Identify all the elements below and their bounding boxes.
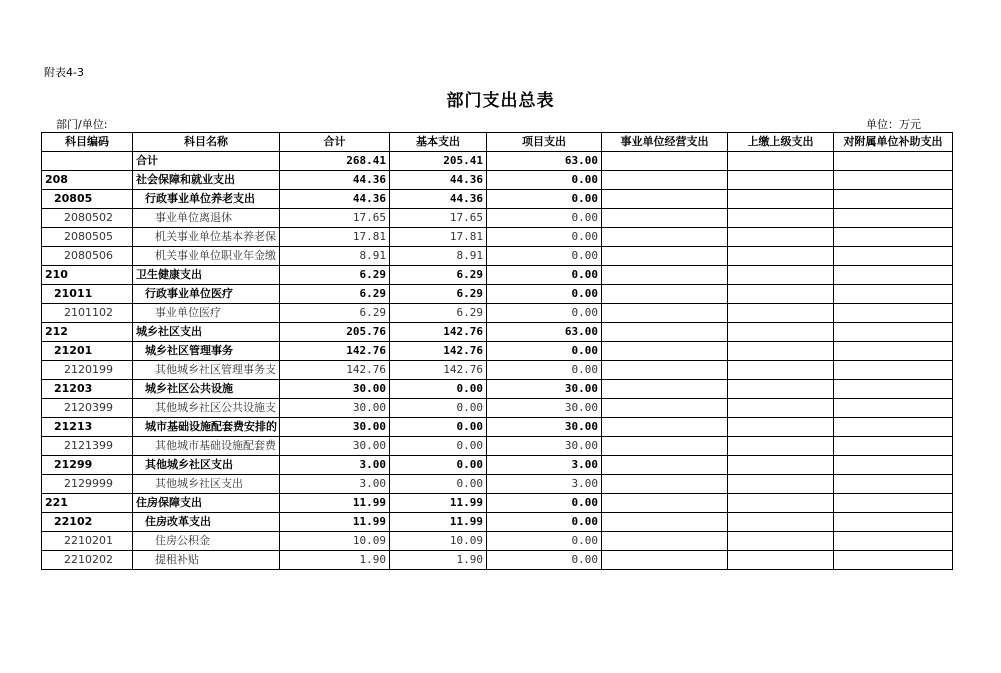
col-header-total: 合计: [280, 133, 390, 152]
cell-subsidy: [834, 513, 953, 532]
cell-subsidy: [834, 342, 953, 361]
cell-code: 21011: [42, 285, 133, 304]
cell-basic: 11.99: [390, 494, 487, 513]
cell-business: [602, 190, 728, 209]
cell-code: 2080505: [42, 228, 133, 247]
cell-subsidy: [834, 323, 953, 342]
expenditure-table: [41, 132, 953, 570]
cell-subsidy: [834, 171, 953, 190]
cell-subsidy: [834, 380, 953, 399]
col-header-code: 科目编码: [42, 133, 133, 152]
cell-upper: [728, 361, 834, 380]
cell-subsidy: [834, 228, 953, 247]
cell-total: 268.41: [280, 152, 390, 171]
table-row: [42, 532, 953, 551]
cell-upper: [728, 152, 834, 171]
cell-business: [602, 437, 728, 456]
cell-code: 210: [42, 266, 133, 285]
cell-upper: [728, 285, 834, 304]
cell-basic: 10.09: [390, 532, 487, 551]
table-row: [42, 494, 953, 513]
table-row: [42, 456, 953, 475]
cell-subsidy: [834, 209, 953, 228]
cell-project: 30.00: [487, 418, 602, 437]
cell-project: 0.00: [487, 513, 602, 532]
cell-project: 30.00: [487, 399, 602, 418]
cell-basic: 8.91: [390, 247, 487, 266]
cell-name: 住房公积金: [133, 532, 280, 551]
cell-subsidy: [834, 418, 953, 437]
cell-project: 0.00: [487, 532, 602, 551]
cell-project: 0.00: [487, 551, 602, 570]
cell-upper: [728, 456, 834, 475]
cell-basic: 0.00: [390, 475, 487, 494]
table-row: [42, 209, 953, 228]
cell-code: 212: [42, 323, 133, 342]
cell-business: [602, 532, 728, 551]
cell-basic: 0.00: [390, 399, 487, 418]
cell-upper: [728, 513, 834, 532]
cell-project: 63.00: [487, 152, 602, 171]
cell-project: 0.00: [487, 228, 602, 247]
cell-name: 城乡社区公共设施: [133, 380, 280, 399]
cell-business: [602, 494, 728, 513]
cell-name: 住房保障支出: [133, 494, 280, 513]
cell-business: [602, 456, 728, 475]
cell-project: 0.00: [487, 494, 602, 513]
table-row: [42, 551, 953, 570]
table-row: [42, 418, 953, 437]
table-row: [42, 437, 953, 456]
table-row: [42, 285, 953, 304]
cell-total: 30.00: [280, 437, 390, 456]
cell-subsidy: [834, 494, 953, 513]
cell-upper: [728, 475, 834, 494]
unit-label: 单位：万元: [866, 118, 921, 131]
cell-project: 30.00: [487, 437, 602, 456]
cell-business: [602, 380, 728, 399]
cell-name: 城乡社区支出: [133, 323, 280, 342]
cell-upper: [728, 323, 834, 342]
cell-code: 2129999: [42, 475, 133, 494]
cell-basic: 44.36: [390, 190, 487, 209]
cell-subsidy: [834, 266, 953, 285]
cell-project: 30.00: [487, 380, 602, 399]
cell-basic: 142.76: [390, 342, 487, 361]
cell-total: 205.76: [280, 323, 390, 342]
cell-total: 17.81: [280, 228, 390, 247]
cell-basic: 1.90: [390, 551, 487, 570]
cell-basic: 0.00: [390, 437, 487, 456]
cell-business: [602, 285, 728, 304]
cell-name: 城乡社区管理事务: [133, 342, 280, 361]
col-header-project: 项目支出: [487, 133, 602, 152]
cell-code: 21299: [42, 456, 133, 475]
table-row: [42, 152, 953, 171]
cell-upper: [728, 247, 834, 266]
cell-name: 其他城乡社区管理事务支: [133, 361, 280, 380]
cell-basic: 17.81: [390, 228, 487, 247]
cell-code: 2101102: [42, 304, 133, 323]
page-title: 部门支出总表: [446, 91, 555, 111]
cell-project: 63.00: [487, 323, 602, 342]
cell-business: [602, 323, 728, 342]
cell-code: 2121399: [42, 437, 133, 456]
cell-project: 3.00: [487, 475, 602, 494]
cell-total: 30.00: [280, 399, 390, 418]
cell-name: 机关事业单位职业年金缴: [133, 247, 280, 266]
cell-basic: 0.00: [390, 380, 487, 399]
col-header-basic: 基本支出: [390, 133, 487, 152]
cell-code: 2210201: [42, 532, 133, 551]
cell-business: [602, 209, 728, 228]
cell-subsidy: [834, 551, 953, 570]
cell-name: 住房改革支出: [133, 513, 280, 532]
cell-project: 0.00: [487, 304, 602, 323]
cell-subsidy: [834, 399, 953, 418]
cell-code: 221: [42, 494, 133, 513]
cell-name: 合计: [133, 152, 280, 171]
cell-basic: 6.29: [390, 266, 487, 285]
cell-project: 3.00: [487, 456, 602, 475]
cell-project: 0.00: [487, 171, 602, 190]
cell-subsidy: [834, 152, 953, 171]
cell-upper: [728, 228, 834, 247]
cell-upper: [728, 304, 834, 323]
table-row: [42, 228, 953, 247]
table-row: [42, 380, 953, 399]
cell-code: 21213: [42, 418, 133, 437]
cell-name: 其他城乡社区支出: [133, 456, 280, 475]
cell-name: 其他城乡社区公共设施支: [133, 399, 280, 418]
cell-project: 0.00: [487, 266, 602, 285]
cell-business: [602, 171, 728, 190]
cell-project: 0.00: [487, 285, 602, 304]
table-row: [42, 342, 953, 361]
cell-subsidy: [834, 532, 953, 551]
cell-business: [602, 304, 728, 323]
cell-name: 提租补贴: [133, 551, 280, 570]
table-row: [42, 171, 953, 190]
cell-business: [602, 152, 728, 171]
col-header-name: 科目名称: [133, 133, 280, 152]
cell-subsidy: [834, 304, 953, 323]
cell-upper: [728, 418, 834, 437]
cell-code: 2120199: [42, 361, 133, 380]
cell-upper: [728, 171, 834, 190]
cell-name: 其他城乡社区支出: [133, 475, 280, 494]
cell-total: 30.00: [280, 380, 390, 399]
table-row: [42, 323, 953, 342]
cell-project: 0.00: [487, 209, 602, 228]
cell-total: 44.36: [280, 171, 390, 190]
cell-code: 2080506: [42, 247, 133, 266]
cell-basic: 0.00: [390, 456, 487, 475]
cell-basic: 142.76: [390, 361, 487, 380]
cell-business: [602, 418, 728, 437]
col-header-business: 事业单位经营支出: [602, 133, 728, 152]
cell-project: 0.00: [487, 247, 602, 266]
cell-total: 17.65: [280, 209, 390, 228]
cell-business: [602, 513, 728, 532]
cell-code: 21203: [42, 380, 133, 399]
cell-project: 0.00: [487, 361, 602, 380]
cell-business: [602, 228, 728, 247]
table-row: [42, 304, 953, 323]
cell-upper: [728, 380, 834, 399]
cell-basic: 6.29: [390, 285, 487, 304]
cell-basic: 11.99: [390, 513, 487, 532]
table-row: [42, 266, 953, 285]
cell-name: 事业单位离退休: [133, 209, 280, 228]
cell-name: 其他城市基础设施配套费: [133, 437, 280, 456]
col-header-upper: 上缴上级支出: [728, 133, 834, 152]
cell-upper: [728, 342, 834, 361]
cell-business: [602, 475, 728, 494]
cell-subsidy: [834, 361, 953, 380]
cell-upper: [728, 494, 834, 513]
cell-total: 30.00: [280, 418, 390, 437]
cell-total: 11.99: [280, 494, 390, 513]
cell-upper: [728, 399, 834, 418]
cell-project: 0.00: [487, 342, 602, 361]
cell-business: [602, 551, 728, 570]
cell-code: 22102: [42, 513, 133, 532]
cell-code: 21201: [42, 342, 133, 361]
cell-name: 行政事业单位养老支出: [133, 190, 280, 209]
cell-code: 2080502: [42, 209, 133, 228]
cell-subsidy: [834, 456, 953, 475]
cell-project: 0.00: [487, 190, 602, 209]
appendix-label: 附表4-3: [44, 66, 84, 79]
cell-business: [602, 342, 728, 361]
cell-subsidy: [834, 285, 953, 304]
cell-total: 8.91: [280, 247, 390, 266]
cell-name: 事业单位医疗: [133, 304, 280, 323]
table-body: [42, 152, 953, 570]
table-row: [42, 513, 953, 532]
table-row: [42, 247, 953, 266]
cell-total: 10.09: [280, 532, 390, 551]
cell-total: 142.76: [280, 342, 390, 361]
cell-basic: 0.00: [390, 418, 487, 437]
cell-subsidy: [834, 247, 953, 266]
cell-basic: 205.41: [390, 152, 487, 171]
cell-total: 11.99: [280, 513, 390, 532]
cell-upper: [728, 190, 834, 209]
cell-basic: 142.76: [390, 323, 487, 342]
cell-code: 20805: [42, 190, 133, 209]
cell-total: 3.00: [280, 475, 390, 494]
cell-code: 208: [42, 171, 133, 190]
cell-business: [602, 399, 728, 418]
cell-total: 6.29: [280, 285, 390, 304]
cell-code: 2210202: [42, 551, 133, 570]
cell-upper: [728, 551, 834, 570]
table-row: [42, 190, 953, 209]
cell-name: 城市基础设施配套费安排的: [133, 418, 280, 437]
cell-total: 6.29: [280, 304, 390, 323]
cell-subsidy: [834, 437, 953, 456]
cell-upper: [728, 209, 834, 228]
cell-upper: [728, 266, 834, 285]
cell-name: 机关事业单位基本养老保: [133, 228, 280, 247]
cell-total: 142.76: [280, 361, 390, 380]
cell-total: 3.00: [280, 456, 390, 475]
col-header-subsidy: 对附属单位补助支出: [834, 133, 953, 152]
cell-total: 44.36: [280, 190, 390, 209]
cell-name: 社会保障和就业支出: [133, 171, 280, 190]
cell-basic: 17.65: [390, 209, 487, 228]
cell-business: [602, 266, 728, 285]
cell-total: 6.29: [280, 266, 390, 285]
cell-subsidy: [834, 475, 953, 494]
cell-business: [602, 361, 728, 380]
cell-subsidy: [834, 190, 953, 209]
department-label: 部门/单位:: [56, 118, 108, 131]
table-header-row: [42, 133, 953, 152]
table-row: [42, 361, 953, 380]
cell-name: 行政事业单位医疗: [133, 285, 280, 304]
table-row: [42, 399, 953, 418]
cell-upper: [728, 437, 834, 456]
cell-basic: 44.36: [390, 171, 487, 190]
cell-code: 2120399: [42, 399, 133, 418]
cell-business: [602, 247, 728, 266]
table-row: [42, 475, 953, 494]
cell-name: 卫生健康支出: [133, 266, 280, 285]
cell-upper: [728, 532, 834, 551]
cell-basic: 6.29: [390, 304, 487, 323]
cell-code: [42, 152, 133, 171]
cell-total: 1.90: [280, 551, 390, 570]
